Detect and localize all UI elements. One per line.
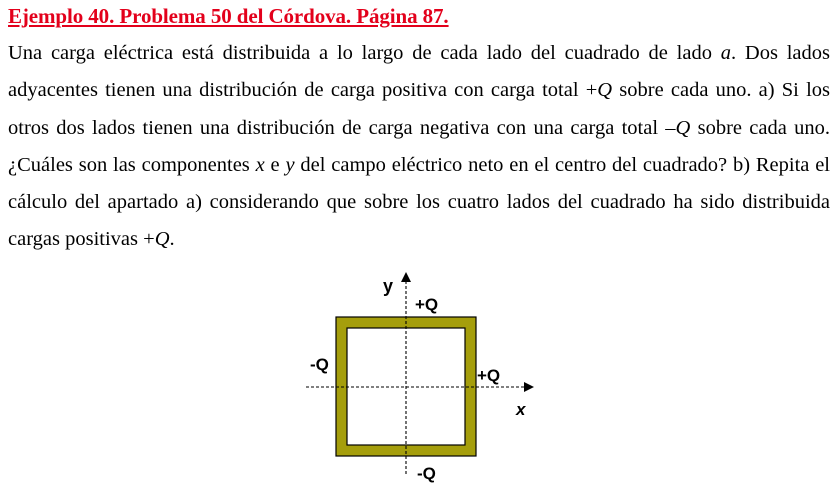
bottom-side-charge-label: -Q bbox=[417, 464, 436, 483]
variable-q: Q bbox=[154, 228, 170, 251]
x-axis-label: x bbox=[516, 400, 526, 419]
statement-part: sobre cada uno. a) Si los otros dos lados tienen una distribución de carga negativa con una carga total – bbox=[8, 79, 830, 139]
y-axis-label: y bbox=[383, 276, 394, 296]
variable-a: a bbox=[720, 42, 731, 64]
problem-statement bbox=[8, 35, 830, 259]
statement-part: . Dos lados adyacentes tienen una distribución de carga positiva con carga total + bbox=[8, 42, 830, 102]
variable-y: y bbox=[285, 153, 295, 176]
example-title: Ejemplo 40. Problema 50 del Córdova. Página 87. bbox=[8, 4, 449, 28]
statement-part: del campo eléctrico neto en el centro del cuadrado? b) Repita el cálculo del apartado a) considerando que sobre los cuatro lados del cuadrado ha sido distribuida cargas positivas + bbox=[8, 153, 830, 251]
charged-square-figure bbox=[296, 270, 546, 490]
figure-svg bbox=[296, 270, 546, 490]
statement-part: Una carga eléctrica está distribuida a lo largo de cada lado del cuadrado de lado bbox=[8, 42, 721, 64]
variable-x: x bbox=[255, 153, 265, 176]
statement-part: . bbox=[169, 228, 175, 251]
top-side-charge-label: +Q bbox=[415, 295, 439, 314]
right-side-charge-label: +Q bbox=[477, 366, 501, 385]
variable-q: Q bbox=[675, 116, 691, 139]
statement-part: sobre cada uno. ¿Cuáles son las componentes bbox=[8, 116, 830, 176]
statement-part: e bbox=[264, 153, 286, 176]
left-side-charge-label: -Q bbox=[310, 355, 329, 374]
variable-q: Q bbox=[597, 79, 613, 102]
